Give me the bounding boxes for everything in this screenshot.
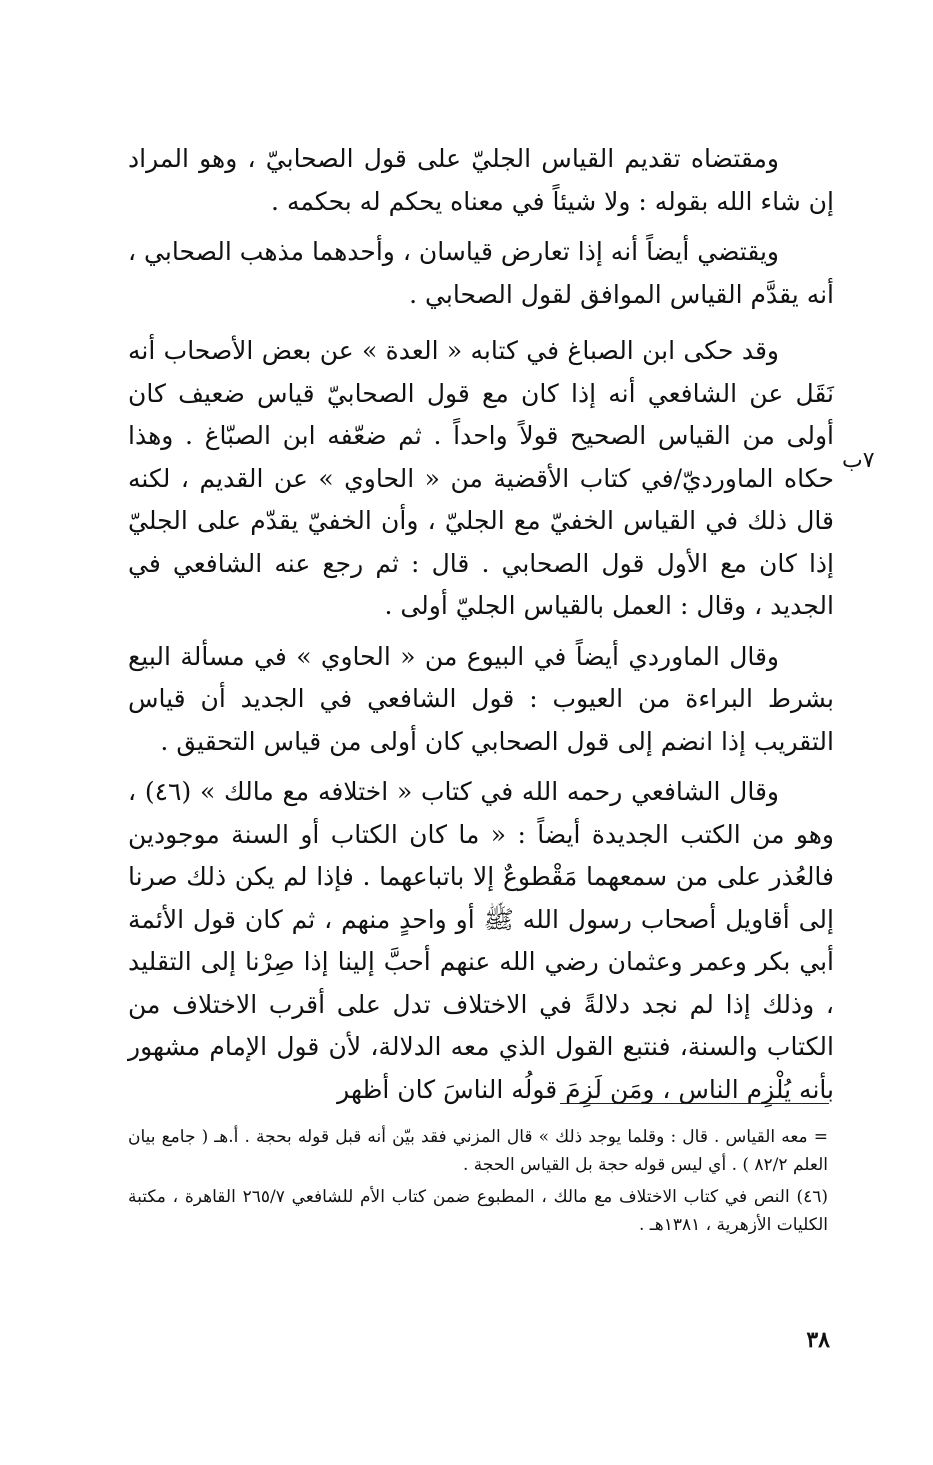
main-text [128, 138, 834, 1125]
manuscript-folio-marker: ٧ب [842, 448, 875, 473]
paragraph-2: ويقتضي أيضاً أنه إذا تعارض قياسان ، وأحدهما مذهب الصحابي ، أنه يقدَّم القياس الموافق لقول الصحابي . [128, 237, 834, 309]
footnote-continued: = معه القياس . قال : وقلما يوجد ذلك » قال المزني فقد بيّن أنه قبل قوله بحجة . أ.هـ ( جامع بيان العلم ٨٢/٢ ) . أي ليس قوله حجة بل القياس الحجة . [128, 1127, 828, 1175]
footnote-46: (٤٦) النص في كتاب الاختلاف مع مالك ، المطبوع ضمن كتاب الأم للشافعي ٢٦٥/٧ القاهرة ، مكتبة الكليات الأزهرية ، ١٣٨١هـ . [128, 1187, 829, 1235]
paragraph-1: ومقتضاه تقديم القياس الجليّ على قول الصحابيّ ، وهو المراد إن شاء الله بقوله : ولا شيئاً في معناه يحكم له بحكمه . [128, 144, 834, 216]
page-number: ٣٨ [806, 1327, 830, 1353]
paragraph-3: وقد حكى ابن الصباغ في كتابه « العدة » عن بعض الأصحاب أنه نَقَل عن الشافعي أنه إذا كان مع قول الصحابيّ قياس ضعيف كان أولى من القياس الصحيح قولاً واحداً . ثم ضعّفه ابن الصبّاغ . وهذا حكاه الماورديّ/في كتاب الأقضية من « الحاوي » عن القديم ، لكنه قال ذلك في القياس الخفيّ مع الجليّ ، وأن الخفيّ يقدّم على الجليّ إذا كان مع الأول قول الصحابي . قال : ثم رجع عنه الشافعي في الجديد ، وقال : العمل بالقياس الجليّ أولى . [128, 336, 834, 620]
paragraph-4: وقال الماوردي أيضاً في البيوع من « الحاوي » في مسألة البيع بشرط البراءة من العيوب : قول الشافعي في الجديد أن قياس التقريب إذا انضم إلى قول الصحابي كان أولى من قياس التحقيق . [128, 641, 834, 756]
footnotes [128, 1123, 828, 1243]
paragraph-5: وقال الشافعي رحمه الله في كتاب « اختلافه مع مالك » (٤٦) ، وهو من الكتب الجديدة أيضاً : « ما كان الكتاب أو السنة موجودين فالعُذر على من سمعهما مَقْطوعٌ إلا باتباعهما . فإذا لم يكن ذلك صرنا إلى أقاويل أصحاب رسول الله ﷺ أو واحدٍ منهم ، ثم كان قول الأئمة أبي بكر وعمر وعثمان رضي الله عنهم أحبَّ إلينا إذا صِرْنا إلى التقليد ، وذلك إذا لم نجد دلالةً في الاختلاف تدل على أقرب الاختلاف من الكتاب والسنة، فنتبع القول الذي معه الدلالة، لأن قول الإمام مشهور بأنه يُلْزِم الناس ، ومَن لَزِمَ قولُه الناسَ كان أظهر [128, 777, 834, 1104]
footnote-divider [560, 1103, 829, 1104]
